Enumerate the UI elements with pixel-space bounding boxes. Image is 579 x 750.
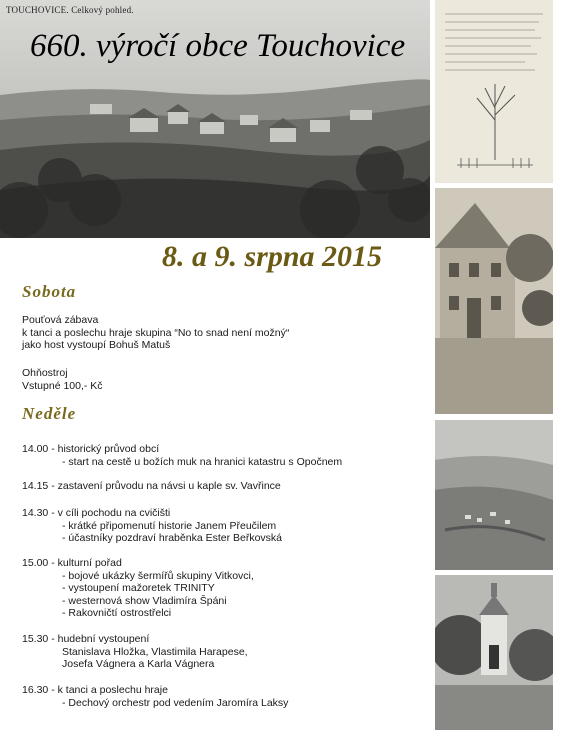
saturday-program <box>22 314 289 352</box>
sunday-event <box>22 443 342 468</box>
event-detail: - bojové ukázky šermířů skupiny Vitkovci, <box>62 569 254 582</box>
historic-building-photo <box>435 188 553 414</box>
sunday-event <box>22 507 282 545</box>
photo-caption: TOUCHOVICE. Celkový pohled. <box>6 5 134 15</box>
sunday-event <box>22 557 254 620</box>
event-detail: - westernová show Vladimíra Špáni <box>62 594 227 607</box>
saturday-line: jako host vystoupí Bohuš Matuš <box>22 339 171 351</box>
sunday-heading: Neděle <box>22 404 77 423</box>
saturday-heading: Sobota <box>22 282 77 301</box>
event-detail: - start na cestě u božích muk na hranici katastru s Opočnem <box>62 455 343 468</box>
event-main: 16.30 - k tanci a poslechu hraje <box>22 684 168 696</box>
event-main: 14.30 - v cíli pochodu na cvičišti <box>22 507 171 519</box>
event-date: 8. a 9. srpna 2015 <box>162 240 383 273</box>
event-detail: - vystoupení mažoretek TRINITY <box>62 582 215 594</box>
event-detail: Stanislava Hložka, Vlastimila Harapese, <box>62 645 248 658</box>
chapel-photo <box>435 575 553 730</box>
historic-document-tree-sketch <box>435 0 553 183</box>
page-title: 660. výročí obce Touchovice <box>30 28 406 64</box>
event-main: 15.30 - hudební vystoupení <box>22 633 150 645</box>
event-detail: - Dechový orchestr pod vedením Jaromíra Laksy <box>62 696 289 709</box>
event-main: 14.00 - historický průvod obcí <box>22 443 160 455</box>
saturday-line: Ohňostroj <box>22 367 68 379</box>
event-detail: - účastníky pozdraví hraběnka Ester Beřkovská <box>62 532 283 544</box>
aerial-village-photo <box>435 420 553 570</box>
event-detail: Josefa Vágnera a Karla Vágnera <box>62 658 215 670</box>
event-main: 14.15 - zastavení průvodu na návsi u kaple sv. Vavřince <box>22 480 281 492</box>
event-main: 15.00 - kulturní pořad <box>22 557 122 569</box>
saturday-line: Pouťová zábava <box>22 314 99 326</box>
sunday-event <box>22 633 248 671</box>
saturday-fireworks <box>22 367 103 392</box>
sunday-event <box>22 684 288 709</box>
saturday-line: k tanci a poslechu hraje skupina “No to snad není možný“ <box>22 326 290 339</box>
event-detail: - Rakovničtí ostrostřelci <box>62 607 172 619</box>
saturday-line: Vstupné 100,- Kč <box>22 379 103 392</box>
sunday-event <box>22 480 281 493</box>
event-detail: - krátké připomenutí historie Janem Přeučilem <box>62 519 277 532</box>
